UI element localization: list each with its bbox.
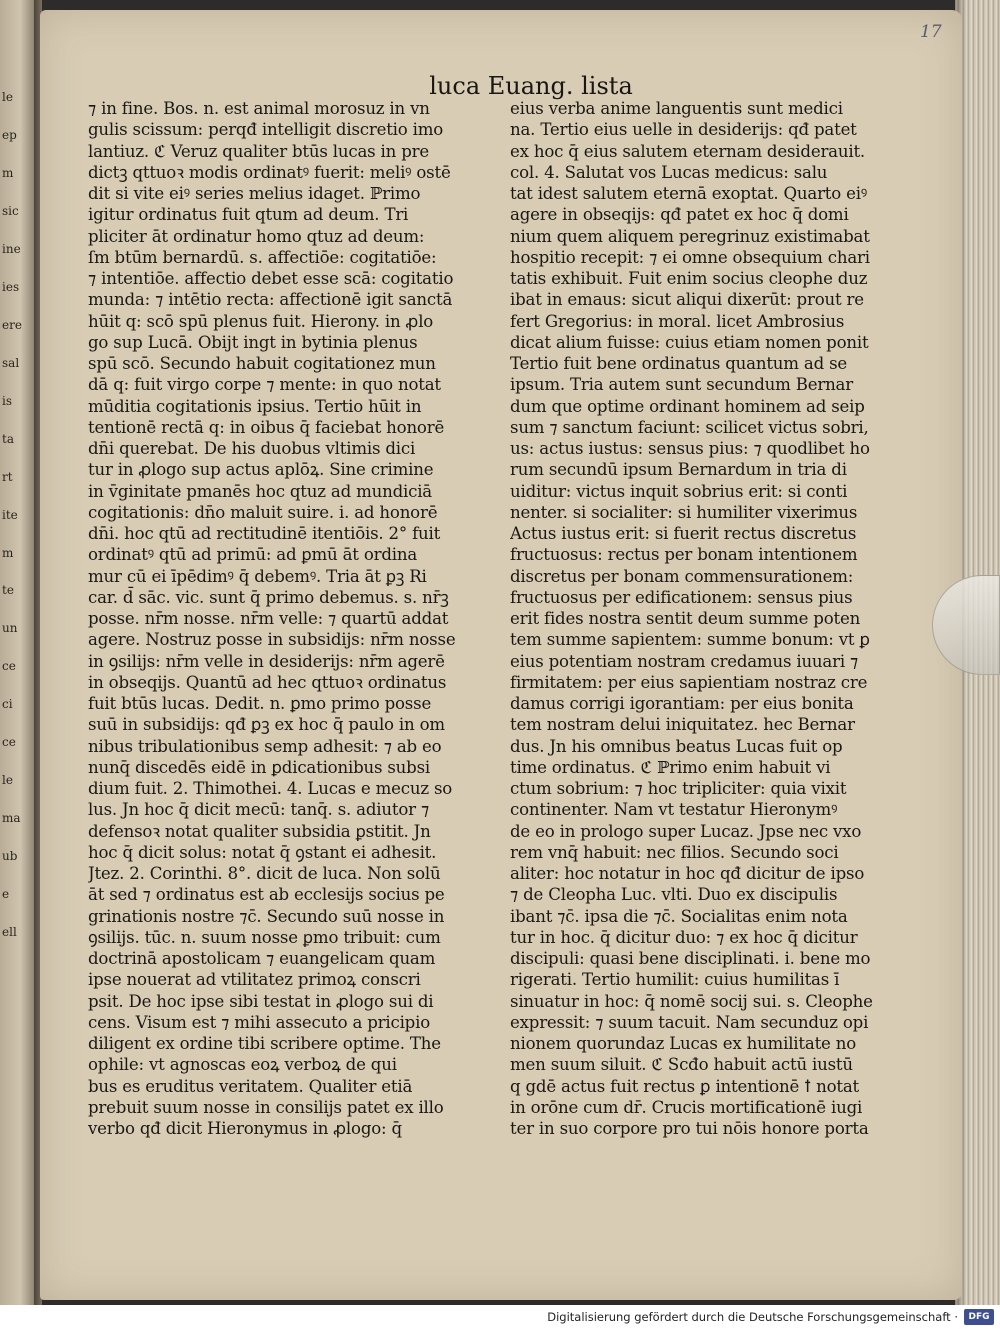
text-line: dit si vite eiꝰ series melius idaget. ℙrimo: [88, 184, 421, 203]
text-line: ipsum. Tria autem sunt secundum Bernar: [510, 375, 853, 395]
text-line: erit fides nostra sentit deum summe poten: [510, 609, 861, 628]
text-line: tem summe sapientem: summe bonum: vt ꝑ: [510, 630, 870, 650]
text-line: hospitio recepit: ⁊ ei omne obsequium chari: [510, 247, 870, 267]
text-line: in obseqijs. Quantū ad hec qttuoꝛ ordinatus: [88, 672, 447, 692]
text-line: dus. Jn his omnibus beatus Lucas fuit op: [510, 736, 843, 756]
text-line: cogitationis: dn̄o maluit suire. i. ad honorē: [88, 502, 438, 522]
text-line: agere. Nostruz posse in subsidijs: nr̄m nosse: [88, 630, 456, 650]
text-line: in ꝯsilijs: nr̄m velle in desiderijs: nr̄m agerē: [88, 651, 445, 671]
text-line: rum secundū ipsum Bernardum in tria di: [510, 460, 847, 480]
text-line: igitur ordinatus fuit qtum ad deum. Tri: [88, 205, 409, 225]
text-line: ophile: vt agnoscas eoꝝ verboꝝ de qui: [88, 1055, 397, 1075]
text-line: firmitatem: per eius sapientiam nostraz cre: [510, 672, 868, 692]
text-line: dictꝫ qttuoꝛ modis ordinatꝰ fuerit: meliꝰ ostē: [88, 162, 451, 182]
text-line: hūit q: scō spū plenus fuit. Hierony. in ꝓlo: [88, 311, 434, 331]
text-line: mūditia cogitationis ipsius. Tertio hūit in: [88, 396, 422, 416]
adjacent-page-margin: [0, 0, 34, 1305]
text-line: continenter. Nam vt testatur Hieronymꝰ: [510, 800, 838, 820]
text-line: cens. Visum est ⁊ mihi assecuto a pricipio: [88, 1012, 430, 1032]
text-line: in orōne cum dr̄. Crucis mortificationē iugi: [510, 1097, 863, 1117]
text-line: ibat in emaus: sicut aliqui dixerūt: prout re: [510, 290, 864, 310]
margin-fragment: ite: [2, 507, 18, 522]
text-line: dium fuit. 2. Thimothei. 4. Lucas e mecuz so: [88, 779, 453, 798]
text-line: men suum siluit. ℭ Scđo habuit actū iustū: [510, 1055, 853, 1075]
margin-fragment: ce: [2, 659, 16, 674]
text-line: ipse nouerat ad vtilitatez primoꝝ conscri: [88, 970, 421, 990]
text-line: in v̄ginitate pmanēs hoc qtuz ad mundiciā: [88, 481, 433, 501]
text-line: nionem quorundaz Lucas ex humilitate no: [510, 1034, 857, 1053]
text-line: tatis exhibuit. Fuit enim socius cleophe duz: [510, 269, 868, 288]
text-line: ꝯsilijs. tūc. n. suum nosse ꝑmo tribuit: cum: [88, 927, 441, 947]
text-line: rem vnq̄ habuit: nec filios. Secundo soci: [510, 842, 839, 862]
margin-fragment: le: [2, 773, 13, 788]
text-line: us: actus iustus: sensus pius: ⁊ quodlibet ho: [510, 439, 870, 458]
text-line: Actus iustus erit: si fuerit rectus discretus: [510, 524, 857, 543]
text-line: ⁊ intentiōe. affectio debet esse scā: cogitatio: [88, 269, 454, 288]
running-head: luca Euang. lista: [429, 72, 633, 100]
margin-fragment: ub: [2, 849, 18, 864]
text-line: verbo qđ dicit Hieronymus in ꝓlogo: q̄: [88, 1119, 402, 1138]
text-line: posse. nr̄m nosse. nr̄m velle: ⁊ quartū addat: [88, 609, 449, 628]
margin-fragment: ies: [2, 279, 20, 294]
margin-fragment: m: [2, 545, 14, 560]
text-line: ibant ⁊c̄. ipsa die ⁊c̄. Socialitas enim nota: [510, 906, 848, 926]
text-line: na. Tertio eius uelle in desiderijs: qđ patet: [510, 120, 857, 140]
margin-fragment: un: [2, 621, 18, 636]
text-line: discretus per bonam commensurationem:: [510, 566, 854, 586]
margin-fragment: ell: [2, 925, 17, 940]
margin-fragment: ta: [2, 431, 14, 446]
text-line: dā q: fuit virgo corpe ⁊ mente: in quo notat: [88, 375, 441, 395]
text-line: diligent ex ordine tibi scribere optime. The: [88, 1034, 441, 1053]
text-line: spū scō. Secundo habuit cogitationez mun: [88, 354, 436, 373]
text-line: nibus tribulationibus semp adhesit: ⁊ ab eo: [88, 736, 442, 756]
margin-fragment: le: [2, 90, 13, 104]
text-line: dn̄i querebat. De his duobus vltimis dici: [88, 439, 416, 458]
text-line: sum ⁊ sanctum faciunt: scilicet victus sobri,: [510, 417, 869, 437]
margin-fragment: ce: [2, 735, 16, 750]
text-line: time ordinatus. ℭ ℙrimo enim habuit vi: [510, 757, 831, 777]
text-column-left: [88, 98, 474, 1139]
text-line: ⁊ de Cleopha Luc. vlti. Duo ex discipulis: [510, 885, 838, 905]
margin-fragment: ci: [2, 697, 13, 712]
text-line: prebuit suum nosse in consilijs patet ex illo: [88, 1097, 444, 1117]
margin-fragment: m: [2, 165, 14, 180]
text-line: damus corrigi igorantiam: per eius bonita: [510, 694, 854, 713]
folio-number: 17: [920, 22, 942, 42]
text-line: agere in obseqijs: qđ patet ex hoc q̄ domi: [510, 205, 849, 225]
dfg-logo: DFG: [964, 1309, 994, 1325]
margin-fragment: e: [2, 887, 10, 902]
text-line: psit. De hoc ipse sibi testat in ꝓlogo sui di: [88, 991, 434, 1011]
text-line: fructuosus: rectus per bonam intentionem: [510, 545, 858, 565]
text-line: fructuosus per edificationem: sensus pius: [510, 587, 853, 607]
text-line: q gdē actus fuit rectus ꝑ intentionē ꝉ notat: [510, 1076, 860, 1096]
margin-fragment: sal: [2, 355, 20, 370]
margin-fragment: ine: [2, 241, 21, 256]
text-line: suū in subsidijs: qđ ꝑꝫ ex hoc q̄ paulo in om: [88, 715, 445, 735]
text-line: uiditur: victus inquit sobrius erit: si conti: [510, 481, 848, 501]
text-line: expressit: ⁊ suum tacuit. Nam secunduz opi: [510, 1012, 869, 1032]
text-line: dicat alium fuisse: cuius etiam nomen ponit: [510, 332, 869, 352]
funding-credit: Digitalisierung gefördert durch die Deutsche Forschungsgemeinschaft ·: [547, 1310, 958, 1324]
text-line: eius potentiam nostram credamus iuuari ⁊: [510, 651, 859, 671]
text-line: doctrinā apostolicam ⁊ euangelicam quam: [88, 949, 436, 968]
text-line: bus es eruditus veritatem. Qualiter etiā: [88, 1076, 413, 1096]
text-line: dn̄i. hoc qtū ad rectitudinē itentiōis. 2° fuit: [88, 524, 441, 543]
text-line: munda: ⁊ intētio recta: affectionē igit sanctā: [88, 290, 453, 310]
book-page: [40, 10, 962, 1300]
text-line: mur cū ei īpēdimꝰ q̄ debemꝰ. Tria āt ꝑꝫ Ri: [88, 566, 427, 586]
text-line: pliciter āt ordinatur homo qtuz ad deum:: [88, 226, 425, 246]
text-line: grinationis nostre ⁊c̄. Secundo suū nosse in: [88, 906, 445, 926]
text-line: tur in hoc. q̄ dicitur duo: ⁊ ex hoc q̄ dicitur: [510, 927, 858, 947]
text-line: de eo in prologo super Lucaz. Jpse nec vxo: [510, 821, 862, 841]
text-column-right: [510, 98, 890, 1139]
margin-fragment: ep: [2, 127, 17, 142]
text-line: nunq̄ discedēs eidē in ꝑdicationibus subsi: [88, 757, 431, 777]
text-line: tem nostram delui iniquitatez. hec Bernar: [510, 715, 855, 735]
margin-fragment: ere: [2, 317, 22, 332]
text-line: discipuli: quasi bene disciplinati. i. bene mo: [510, 949, 871, 968]
margin-fragment: te: [2, 583, 14, 598]
text-line: ordinatꝰ qtū ad primū: ad ꝑmū āt ordina: [88, 545, 418, 565]
text-line: rigerati. Tertio humilit: cuius humilitas ī: [510, 970, 840, 990]
text-line: defensoꝛ notat qualiter subsidia ꝑstitit. Jn: [88, 821, 431, 841]
margin-fragment: sic: [2, 203, 19, 218]
text-line: Tertio fuit bene ordinatus quantum ad se: [510, 354, 848, 373]
text-line: gulis scissum: perqđ intelligit discretio imo: [88, 120, 444, 140]
text-line: aliter: hoc notatur in hoc qđ dicitur de ipso: [510, 864, 865, 883]
text-line: tentionē rectā q: in oibus q̄ faciebat honorē: [88, 417, 445, 437]
text-line: tat idest salutem eternā exoptat. Quarto eiꝰ: [510, 184, 867, 203]
margin-fragment: ma: [2, 811, 21, 826]
text-line: Jtez. 2. Corinthi. 8°. dicit de luca. Non solū: [88, 864, 441, 883]
text-line: nenter. si socialiter: si humiliter vixerimus: [510, 502, 858, 522]
text-line: nium quem aliquem peregrinuz existimabat: [510, 226, 870, 246]
text-line: ſm btūm bernardū. s. affectiōe: cogitatiōe:: [88, 247, 437, 267]
digitization-footer: [0, 1305, 1000, 1329]
text-line: go sup Lucā. Obijt ingt in bytinia plenus: [88, 332, 418, 352]
text-line: dum que optime ordinant hominem ad seip: [510, 396, 865, 416]
text-line: ctum sobrium: ⁊ hoc tripliciter: quia vixit: [510, 779, 847, 798]
text-line: ⁊ in fine. Bos. n. est animal morosuz in vn: [88, 99, 430, 118]
text-line: sinuatur in hoc: q̄ nomē socij sui. s. Cleophe: [510, 991, 873, 1011]
margin-fragment: is: [2, 393, 12, 408]
text-line: fert Gregorius: in moral. licet Ambrosius: [510, 311, 845, 331]
text-line: ter in suo corpore pro tui nōis honore porta: [510, 1119, 869, 1138]
text-line: hoc q̄ dicit solus: notat q̄ ꝯstant ei adhesit.: [88, 842, 437, 862]
text-line: col. 4. Salutat vos Lucas medicus: salu: [510, 162, 828, 182]
text-line: tur in ꝓlogo sup actus aplōꝝ. Sine crimine: [88, 460, 434, 480]
text-line: ex hoc q̄ eius salutem eternam desiderauit.: [510, 141, 866, 161]
text-line: car. d̄ sāc. vic. sunt q̄ primo debemus. s. nr̄ꝫ: [88, 587, 449, 607]
text-line: lus. Jn hoc q̄ dicit mecū: tanq̄. s. adiutor ⁊: [88, 800, 429, 820]
text-line: fuit btūs lucas. Dedit. n. ꝑmo primo posse: [88, 694, 432, 713]
margin-fragment: rt: [2, 469, 13, 484]
text-line: lantiuz. ℭ Veruz qualiter btūs lucas in pre: [88, 141, 429, 161]
text-line: eius verba anime languentis sunt medici: [510, 99, 843, 118]
text-line: āt sed ⁊ ordinatus est ab ecclesijs socius pe: [88, 885, 445, 905]
